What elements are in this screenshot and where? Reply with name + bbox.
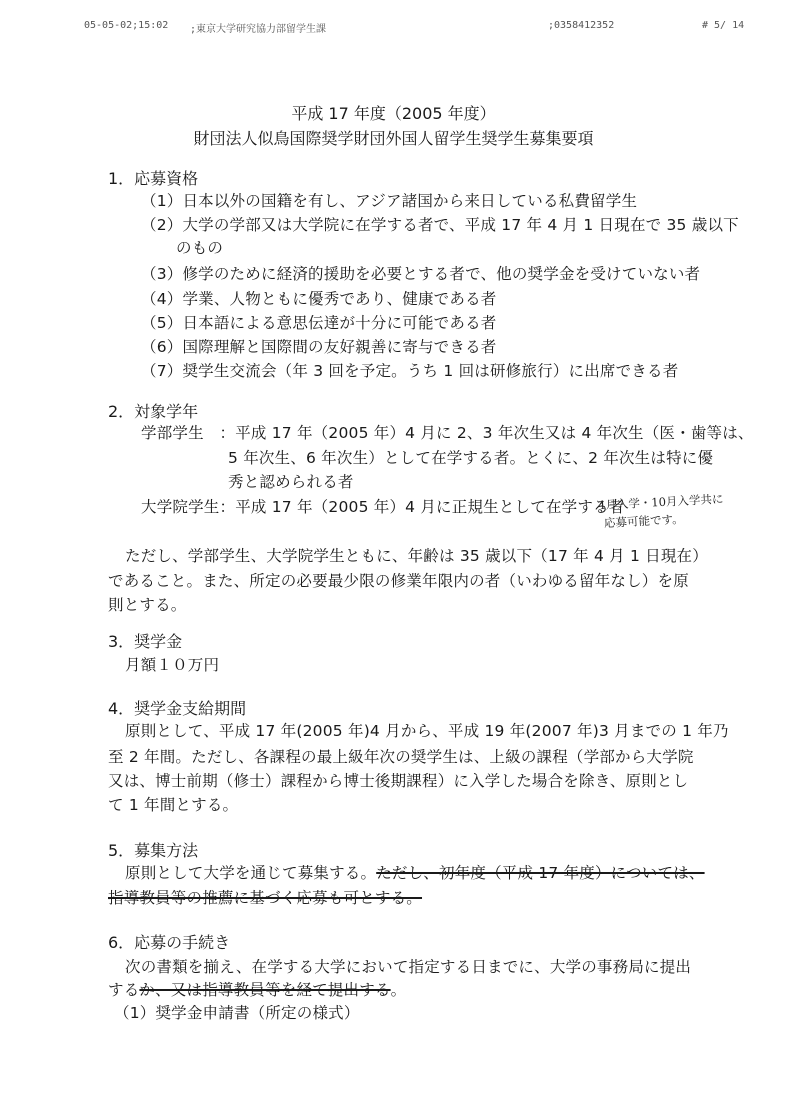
age-note: ただし、学部学生、大学院学生ともに、年齢は 35 歳以下（17 年 4 月 1 日現在） — [125, 547, 708, 565]
fax-phone: ;0358412352 — [548, 20, 615, 31]
fax-sender: ;東京大学研究協力部留学生課 — [190, 24, 327, 35]
scholarship-amount: 月額１０万円 — [125, 656, 220, 674]
payment-period-continued: て 1 年間とする。 — [108, 796, 239, 814]
age-note-continued: であること。また、所定の必要最少限の修業年限内の者（いわゆる留年なし）を原 — [108, 572, 689, 590]
struck-text: か、又は指導教員等を経て提出する — [139, 981, 391, 999]
section-3-heading: 3．奨学金 — [108, 632, 183, 651]
section-1-item: （4）学業、人物ともに優秀であり、健康である者 — [141, 290, 497, 308]
section-6-heading: 6．応募の手続き — [108, 933, 231, 952]
payment-period-continued: 至 2 年間。ただし、各課程の最上級年次の奨学生は、上級の課程（学部から大学院 — [108, 748, 694, 766]
undergrad-criteria-continued: 5 年次生、6 年次生）として在学する者。とくに、2 年次生は特に優 — [228, 449, 714, 467]
section-1-heading: 1．応募資格 — [108, 169, 199, 188]
payment-period-continued: 又は、博士前期（修士）課程から博士後期課程）に入学した場合を除き、原則とし — [108, 772, 689, 790]
grad-criteria: 大学院学生：平成 17 年（2005 年）4 月に正規生として在学する者 — [141, 498, 625, 516]
section-1-item: （6）国際理解と国際間の友好親善に寄与できる者 — [141, 338, 497, 356]
struck-text: ただし、初年度（平成 17 年度）については、 — [376, 864, 705, 882]
recruitment-text: 原則として大学を通じて募集する。 — [125, 864, 377, 882]
age-note-continued: 則とする。 — [108, 596, 187, 614]
recruitment-method — [125, 861, 705, 883]
undergrad-criteria: 学部学生 ：平成 17 年（2005 年）4 月に 2、3 年次生又は 4 年次生（医・歯等は、 — [141, 424, 754, 442]
handwritten-note: 応募可能です。 — [603, 511, 684, 531]
required-document-item: （1）奨学金申請書（所定の様式） — [114, 1004, 360, 1022]
undergrad-criteria-continued: 秀と認められる者 — [228, 473, 354, 491]
document-title-year: 平成 17 年度（2005 年度） — [291, 104, 496, 123]
section-2-heading: 2．対象学年 — [108, 402, 199, 421]
section-4-heading: 4．奨学金支給期間 — [108, 699, 247, 718]
fax-timestamp: 05-05-02;15:02 — [84, 20, 169, 31]
payment-period: 原則として、平成 17 年(2005 年)4 月から、平成 19 年(2007 年)3 月までの 1 年乃 — [125, 722, 729, 740]
procedure-text: する — [108, 981, 140, 999]
application-procedure-continued — [108, 978, 406, 1000]
section-1-item: （7）奨学生交流会（年 3 回を予定。うち 1 回は研修旅行）に出席できる者 — [141, 362, 679, 380]
section-1-item: （3）修学のために経済的援助を必要とする者で、他の奨学金を受けていない者 — [141, 265, 701, 283]
section-1-item: （1）日本以外の国籍を有し、アジア諸国から来日している私費留学生 — [141, 192, 638, 210]
section-1-item-continued: のもの — [176, 239, 224, 257]
handwritten-note: 4月入学・10月入学共に — [597, 491, 724, 513]
section-1-item: （5）日本語による意思伝達が十分に可能である者 — [141, 314, 497, 332]
application-procedure: 次の書類を揃え、在学する大学において指定する日までに、大学の事務局に提出 — [125, 958, 692, 976]
document-title: 財団法人似鳥国際奨学財団外国人留学生奨学生募集要項 — [193, 129, 594, 148]
section-1-item: （2）大学の学部又は大学院に在学する者で、平成 17 年 4 月 1 日現在で 35 歳以下 — [141, 216, 739, 234]
procedure-text-end: 。 — [390, 981, 407, 999]
struck-text: 指導教員等の推薦に基づく応募も可とする。 — [108, 889, 423, 907]
section-5-heading: 5．募集方法 — [108, 841, 199, 860]
fax-page: # 5/ 14 — [702, 20, 745, 31]
